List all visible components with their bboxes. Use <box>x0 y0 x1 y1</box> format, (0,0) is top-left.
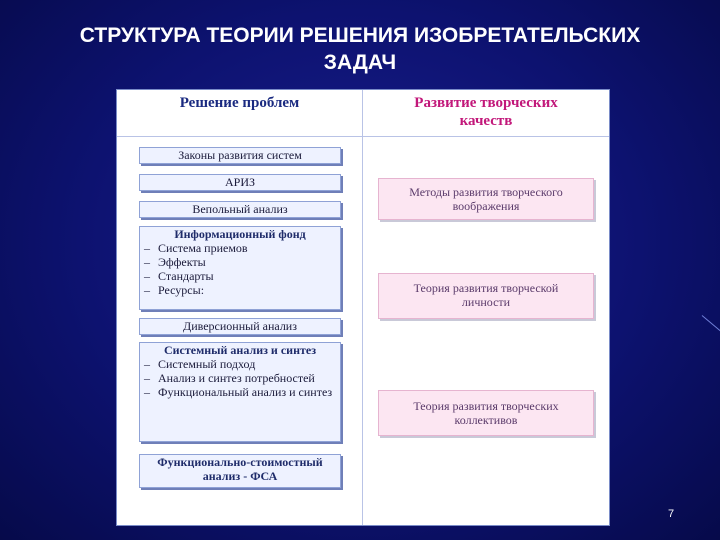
list-item: – Анализ и синтез потребностей <box>144 371 340 385</box>
list-item: – Системный подход <box>144 357 340 371</box>
list-item: – Система приемов <box>144 241 340 255</box>
box-ariz <box>139 174 341 191</box>
left-column-header-text: Решение проблем <box>179 95 300 111</box>
box-creative-teams-line-1: Теория развития творческих <box>413 399 559 413</box>
right-column-header-line-1: Развитие творческих <box>414 95 558 111</box>
box-creative-imagination-line-1: Методы развития творческого <box>409 185 563 199</box>
structure-diagram-panel <box>116 89 610 526</box>
list-item: – Функциональный анализ и синтез <box>144 385 340 399</box>
box-ariz-label: АРИЗ <box>224 175 256 189</box>
slide-title-line-2: ЗАДАЧ <box>323 51 397 74</box>
box-laws-of-system-development <box>139 147 341 164</box>
box-information-fund <box>139 226 341 310</box>
box-creative-personality-line-1: Теория развития творческой <box>413 281 559 295</box>
slide-title <box>0 22 720 76</box>
page-number: 7 <box>668 508 675 520</box>
box-creative-personality-theory <box>378 273 594 319</box>
box-information-fund-title: Информационный фонд <box>174 227 306 241</box>
information-fund-list <box>140 241 340 297</box>
right-column-header <box>363 94 609 130</box>
box-fca-line-2: анализ - ФСА <box>202 469 278 483</box>
box-creative-imagination-methods <box>378 178 594 220</box>
left-column-header <box>117 94 362 112</box>
system-analysis-list <box>140 357 340 399</box>
header-divider <box>117 136 609 137</box>
box-functional-cost-analysis <box>139 454 341 488</box>
list-item: – Ресурсы: <box>144 283 340 297</box>
box-laws-of-system-development-label: Законы развития систем <box>178 148 302 162</box>
right-column-header-line-2: качеств <box>459 113 513 129</box>
column-divider <box>362 90 363 525</box>
box-creative-personality-line-2: личности <box>461 295 511 309</box>
box-fca-line-1: Функционально-стоимостный <box>157 455 323 469</box>
box-su-field-analysis-label: Вепольный анализ <box>192 202 288 216</box>
slide-title-line-1: СТРУКТУРА ТЕОРИИ РЕШЕНИЯ ИЗОБРЕТАТЕЛЬСКИХ <box>79 24 641 47</box>
box-creative-teams-line-2: коллективов <box>454 413 518 427</box>
box-su-field-analysis <box>139 201 341 218</box>
box-creative-imagination-line-2: воображения <box>452 199 520 213</box>
box-creative-teams-theory <box>378 390 594 436</box>
list-item: – Эффекты <box>144 255 340 269</box>
box-system-analysis-title: Системный анализ и синтез <box>163 343 317 357</box>
decorative-line <box>702 315 720 335</box>
box-diversion-analysis <box>139 318 341 335</box>
box-system-analysis <box>139 342 341 442</box>
box-diversion-analysis-label: Диверсионный анализ <box>183 319 297 333</box>
list-item: – Стандарты <box>144 269 340 283</box>
